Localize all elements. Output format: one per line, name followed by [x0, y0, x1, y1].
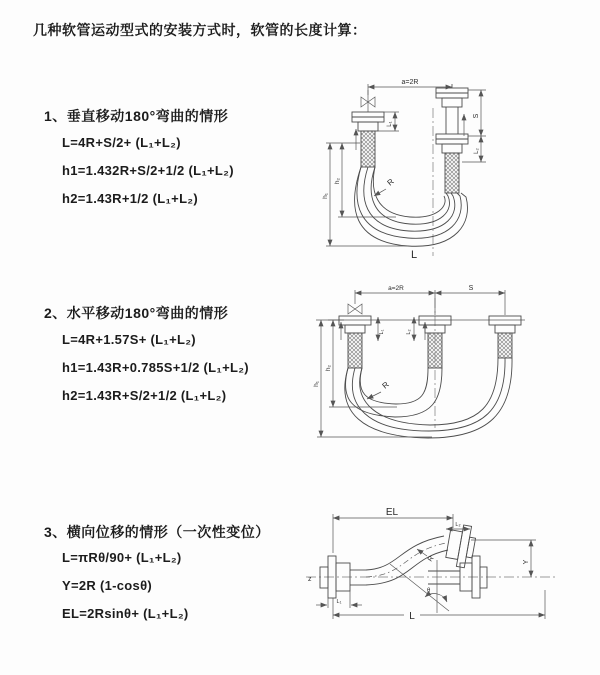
- section2-heading: 2、水平移动180°弯曲的情形: [44, 305, 229, 321]
- centerline: [306, 576, 556, 583]
- label-l2: L₂: [406, 329, 412, 335]
- label-theta: θ: [427, 588, 431, 594]
- dim-radius-r: [374, 177, 396, 196]
- diagram-lateral-displacement: [300, 505, 562, 650]
- label-l1: L₁: [379, 329, 385, 335]
- valve-icon: [348, 304, 362, 314]
- label-l1: L₁: [387, 121, 393, 127]
- label-a2r: a=2R: [388, 285, 404, 292]
- dim-radius-r: [367, 380, 391, 399]
- angle-construction: [390, 560, 449, 613]
- section1-formula-l: L=4R+S/2+ (L₁+L₂): [62, 135, 181, 150]
- label-a2r: a=2R: [401, 79, 419, 86]
- left-pipe-assembly: [339, 316, 371, 368]
- label-length-l: L: [410, 249, 418, 261]
- dim-stroke-s: [435, 285, 505, 293]
- right-pipe-assembly: [489, 316, 521, 358]
- right-pipe-assembly: [436, 84, 468, 193]
- label-el: EL: [385, 507, 399, 518]
- label-l1: L₁: [336, 599, 342, 605]
- label-r: R: [426, 554, 436, 564]
- dim-l1-left: [378, 112, 399, 131]
- section3-formula-el: EL=2Rsinθ+ (L₁+L₂): [62, 606, 189, 621]
- label-h2: h₂: [325, 364, 332, 372]
- datum-mark: z: [308, 576, 312, 583]
- section2-formula-l: L=4R+1.57S+ (L₁+L₂): [62, 332, 196, 347]
- section3-heading: 3、横向位移的情形（一次性变位）: [44, 524, 270, 540]
- diagram-vertical-bend: [300, 66, 545, 266]
- section1-heading: 1、垂直移动180°弯曲的情形: [44, 108, 229, 124]
- dim-l1: [316, 591, 362, 608]
- label-h1: h₁: [313, 381, 320, 387]
- left-pipe-assembly: [352, 90, 384, 167]
- page-title: 几种软管运动型式的安装方式时，软管的长度计算：: [33, 22, 367, 38]
- dim-y: [471, 540, 536, 577]
- dim-l1: [378, 317, 385, 341]
- section2-formula-h2: h2=1.43R+S/2+1/2 (L₁+L₂): [62, 388, 227, 403]
- label-l2: L₂: [474, 148, 480, 154]
- label-y: Y: [523, 559, 530, 565]
- dim-length-l: [333, 590, 545, 622]
- label-length-l: L: [409, 611, 415, 622]
- right-flange-displaced: [445, 523, 478, 569]
- section3-formula-y: Y=2R (1-cosθ): [62, 578, 153, 593]
- label-r: R: [380, 379, 391, 391]
- label-r: R: [385, 176, 396, 188]
- section1-formula-h1: h1=1.432R+S/2+1/2 (L₁+L₂): [62, 163, 234, 178]
- section1-formula-h2: h2=1.43R+1/2 (L₁+L₂): [62, 191, 199, 206]
- dim-stroke-s: [468, 90, 486, 136]
- dim-radius-r: [417, 549, 436, 563]
- label-s: S: [473, 113, 480, 119]
- dim-span-a2r: [355, 285, 505, 315]
- label-l2: L₂: [455, 522, 461, 528]
- label-h1: h₁: [322, 193, 329, 199]
- diagram-horizontal-bend: [305, 278, 555, 470]
- dim-l2-right: [462, 136, 486, 162]
- dim-l2: [406, 317, 414, 341]
- section2-formula-h1: h1=1.43R+0.785S+1/2 (L₁+L₂): [62, 360, 249, 375]
- section3-formula-l: L=πRθ/90+ (L₁+L₂): [62, 550, 182, 565]
- label-s: S: [468, 285, 474, 292]
- label-h2: h₂: [334, 177, 341, 185]
